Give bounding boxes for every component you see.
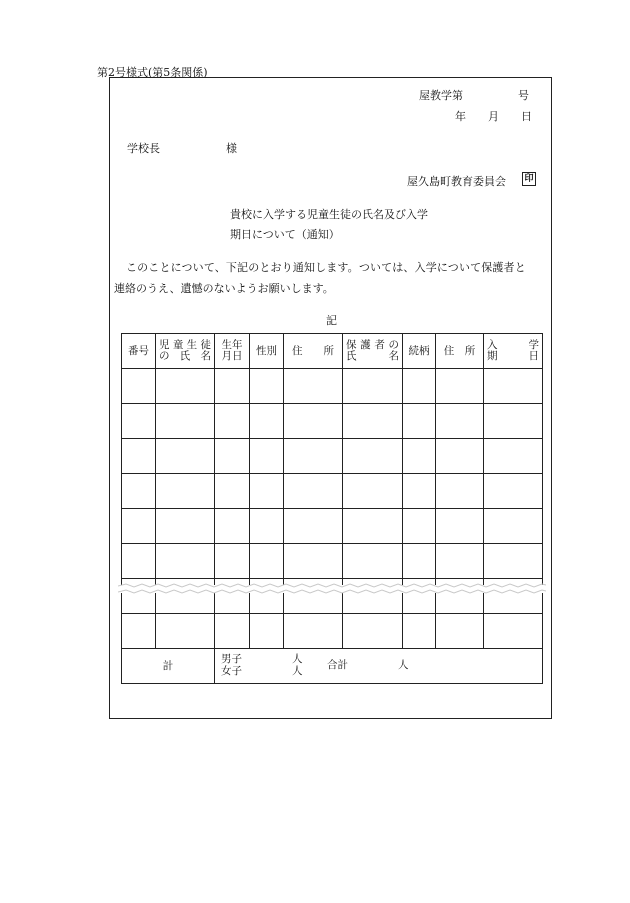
table-header-row xyxy=(122,334,543,369)
table-row xyxy=(122,369,543,404)
table-cell[interactable] xyxy=(156,614,215,649)
table-cell[interactable] xyxy=(122,509,156,544)
table-cell[interactable] xyxy=(343,474,403,509)
table-cell[interactable] xyxy=(484,544,543,579)
table-row xyxy=(122,614,543,649)
table-cell[interactable] xyxy=(484,614,543,649)
total-row xyxy=(122,649,543,684)
table-cell[interactable] xyxy=(343,544,403,579)
header-admission-date: 入 学 期 日 xyxy=(484,334,543,369)
table-cell[interactable] xyxy=(215,439,250,474)
header-guardian-name: 保護者の 氏 名 xyxy=(343,334,403,369)
table-cell[interactable] xyxy=(436,439,484,474)
table-cell[interactable] xyxy=(403,369,436,404)
table-cell[interactable] xyxy=(156,369,215,404)
addressee: 学校長 様 xyxy=(127,142,237,155)
table-cell[interactable] xyxy=(215,614,250,649)
table-cell[interactable] xyxy=(403,404,436,439)
subject-line-2: 期日について（通知） xyxy=(230,228,340,241)
table-cell[interactable] xyxy=(484,474,543,509)
header-number: 番号 xyxy=(122,334,156,369)
table-cell[interactable] xyxy=(215,369,250,404)
table-row xyxy=(122,509,543,544)
table-cell[interactable] xyxy=(284,439,343,474)
table-cell[interactable] xyxy=(122,474,156,509)
table-cell[interactable] xyxy=(156,404,215,439)
header-gender: 性別 xyxy=(250,334,284,369)
table-cell[interactable] xyxy=(122,614,156,649)
male-label: 男子 xyxy=(221,653,242,665)
ki-heading: 記 xyxy=(326,314,337,327)
table-row xyxy=(122,404,543,439)
table-cell[interactable] xyxy=(403,439,436,474)
table-cell[interactable] xyxy=(484,439,543,474)
header-address: 住 所 xyxy=(284,334,343,369)
table-cell[interactable] xyxy=(343,404,403,439)
table-row xyxy=(122,544,543,579)
total-label: 計 xyxy=(122,649,215,684)
table-cell[interactable] xyxy=(343,439,403,474)
table-cell[interactable] xyxy=(403,474,436,509)
table-row xyxy=(122,439,543,474)
table-cell[interactable] xyxy=(284,474,343,509)
total-counts xyxy=(215,649,543,684)
table-cell[interactable] xyxy=(122,544,156,579)
header-birthdate: 生年 月日 xyxy=(215,334,250,369)
female-unit: 人 xyxy=(292,665,303,677)
table-cell[interactable] xyxy=(403,509,436,544)
header-guardian-address: 住 所 xyxy=(436,334,484,369)
table-cell[interactable] xyxy=(250,474,284,509)
table-cell[interactable] xyxy=(156,544,215,579)
female-label: 女子 xyxy=(221,665,242,677)
table-cell[interactable] xyxy=(250,544,284,579)
table-cell[interactable] xyxy=(250,369,284,404)
document-number: 屋教学第 号 xyxy=(419,89,529,102)
table-cell[interactable] xyxy=(284,509,343,544)
table-cell[interactable] xyxy=(250,404,284,439)
table-row xyxy=(122,474,543,509)
seal-mark: 印 xyxy=(522,172,536,186)
table-omission-break xyxy=(118,582,546,596)
student-table xyxy=(121,333,543,684)
issue-date: 年 月 日 xyxy=(455,110,532,123)
table-cell[interactable] xyxy=(156,474,215,509)
table-cell[interactable] xyxy=(343,614,403,649)
table-cell[interactable] xyxy=(122,369,156,404)
subject-line-1: 貴校に入学する児童生徒の氏名及び入学 xyxy=(230,208,428,221)
table-cell[interactable] xyxy=(284,544,343,579)
table-cell[interactable] xyxy=(343,509,403,544)
sender: 屋久島町教育委員会 xyxy=(407,175,506,188)
table-cell[interactable] xyxy=(284,369,343,404)
grand-total-label: 合計 xyxy=(327,659,348,671)
form-label: 第2号様式(第5条関係) xyxy=(97,66,208,79)
table-cell[interactable] xyxy=(484,404,543,439)
table-cell[interactable] xyxy=(215,509,250,544)
header-relationship: 続柄 xyxy=(403,334,436,369)
table-cell[interactable] xyxy=(122,439,156,474)
table-cell[interactable] xyxy=(250,509,284,544)
table-cell[interactable] xyxy=(343,369,403,404)
header-student-name: 児童生徒 の 氏 名 xyxy=(156,334,215,369)
table-cell[interactable] xyxy=(215,544,250,579)
table-cell[interactable] xyxy=(436,509,484,544)
table-cell[interactable] xyxy=(156,439,215,474)
grand-total-unit: 人 xyxy=(398,659,409,671)
table-cell[interactable] xyxy=(403,544,436,579)
table-cell[interactable] xyxy=(250,614,284,649)
table-cell[interactable] xyxy=(122,404,156,439)
table-cell[interactable] xyxy=(436,614,484,649)
table-cell[interactable] xyxy=(284,404,343,439)
body-line-2: 連絡のうえ、遺憾のないようお願いします。 xyxy=(114,282,334,295)
table-cell[interactable] xyxy=(250,439,284,474)
body-line-1: このことについて、下記のとおり通知します。ついては、入学について保護者と xyxy=(126,261,526,274)
table-cell[interactable] xyxy=(215,474,250,509)
table-cell[interactable] xyxy=(436,474,484,509)
table-cell[interactable] xyxy=(284,614,343,649)
table-cell[interactable] xyxy=(436,404,484,439)
table-cell[interactable] xyxy=(484,509,543,544)
table-cell[interactable] xyxy=(436,369,484,404)
table-cell[interactable] xyxy=(436,544,484,579)
male-unit: 人 xyxy=(292,653,303,665)
table-cell[interactable] xyxy=(484,369,543,404)
table-cell[interactable] xyxy=(215,404,250,439)
table-cell[interactable] xyxy=(156,509,215,544)
table-cell[interactable] xyxy=(403,614,436,649)
